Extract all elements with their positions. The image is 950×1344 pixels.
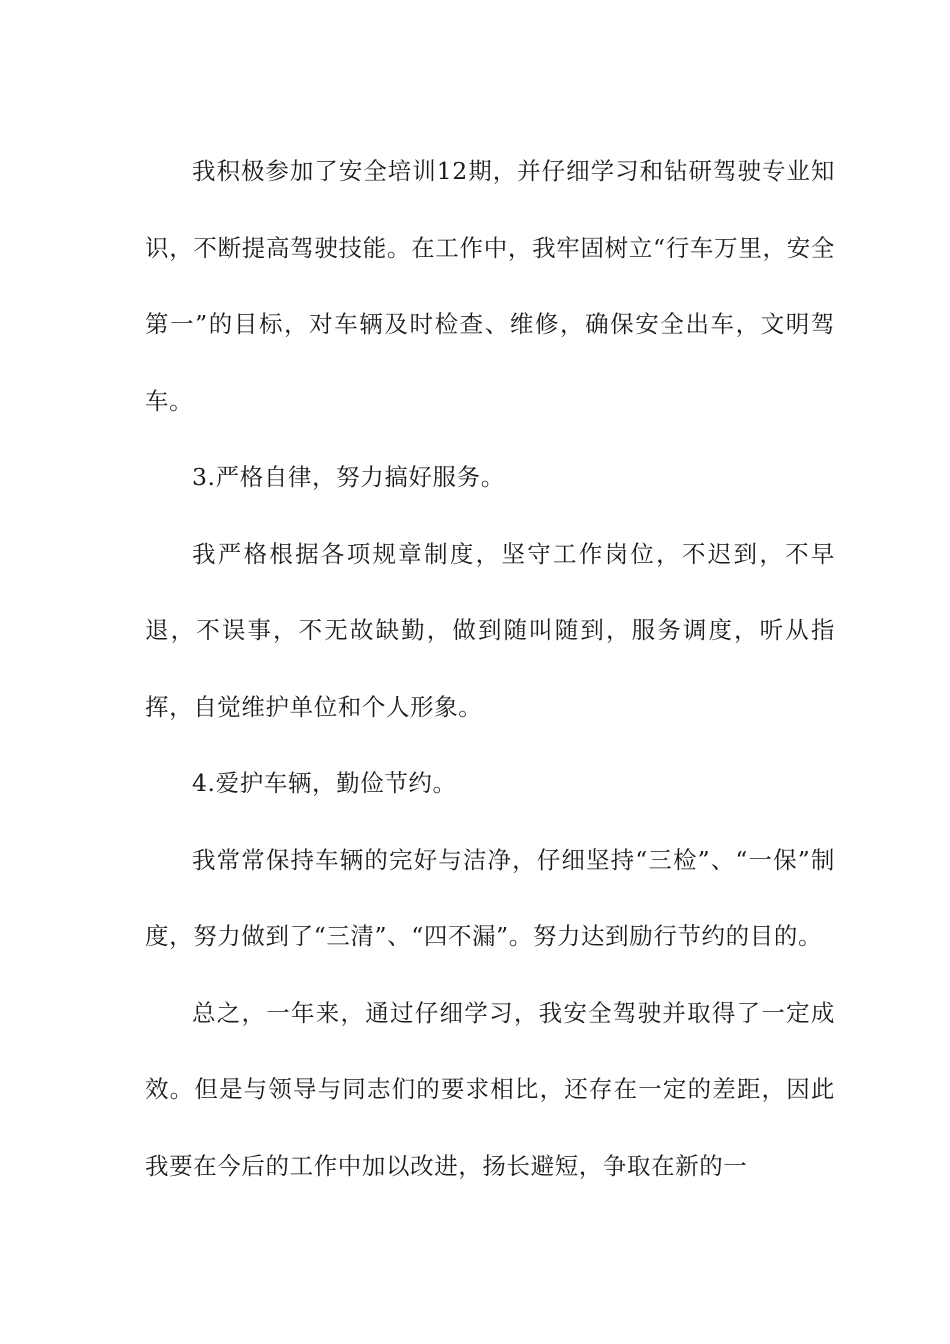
document-body [145,133,835,1204]
paragraph-rules-compliance: 我严格根据各项规章制度，坚守工作岗位，不迟到，不早退，不误事，不无故缺勤，做到随叫随到，服务调度，听从指挥，自觉维护单位和个人形象。 [145,539,835,721]
paragraph-vehicle-maintenance: 我常常保持车辆的完好与洁净，仔细坚持“三检”、“一保”制度，努力做到了“三清”、“四不漏”。努力达到励行节约的目的。 [145,845,835,950]
paragraph-summary: 总之，一年来，通过仔细学习，我安全驾驶并取得了一定成效。但是与领导与同志们的要求相比，还存在一定的差距，因此我要在今后的工作中加以改进，扬长避短，争取在新的一 [145,998,835,1180]
heading-vehicle-care: 4.爱护车辆，勤俭节约。 [192,769,457,797]
heading-self-discipline: 3.严格自律，努力搞好服务。 [192,463,505,491]
paragraph-safety-training: 我积极参加了安全培训12期，并仔细学习和钻研驾驶专业知识，不断提高驾驶技能。在工作中，我牢固树立“行车万里，安全第一”的目标，对车辆及时检查、维修，确保安全出车，文明驾车。 [145,157,835,415]
